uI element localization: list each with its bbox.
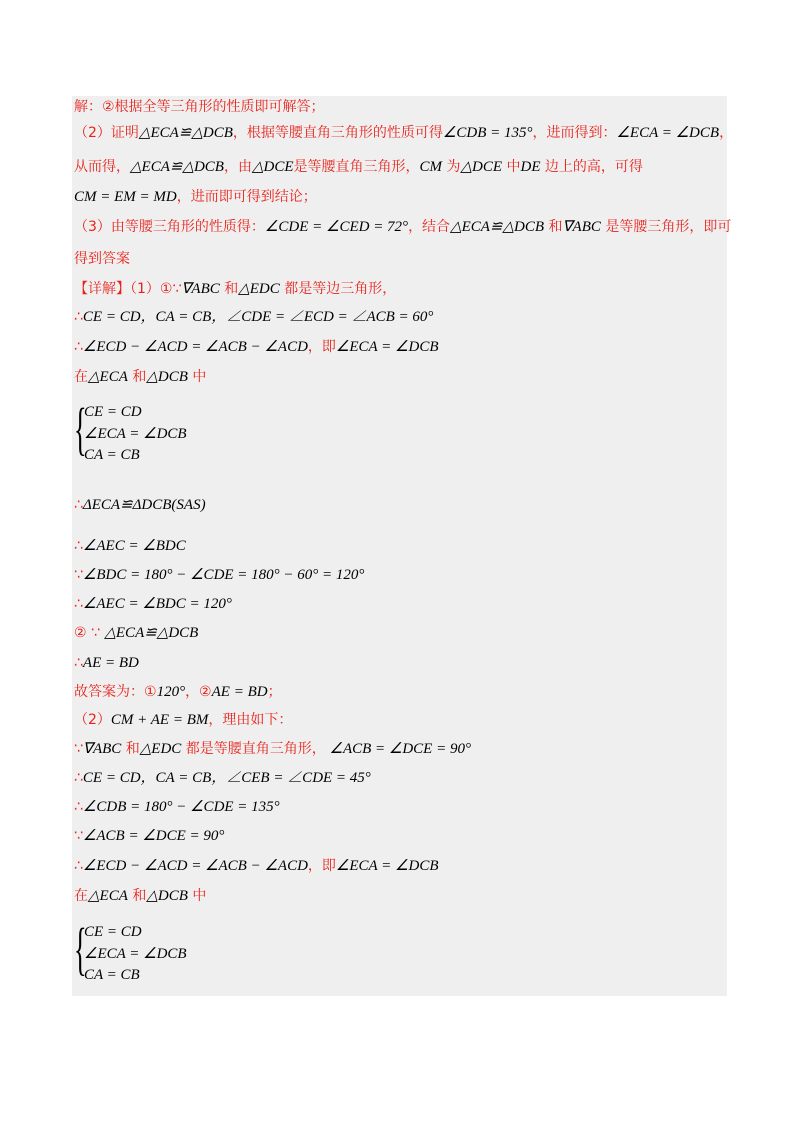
equation-system: [84, 922, 187, 987]
explanation-text: ，即: [307, 339, 336, 355]
explanation-text: 故答案为：①: [74, 684, 157, 700]
math-expression: ∠ECA = ∠DCB: [335, 339, 439, 355]
explanation-text: 为: [442, 159, 461, 175]
explanation-text: 和: [127, 369, 147, 385]
system-row: CA = CB: [84, 967, 140, 983]
math-expression: AE = BD: [211, 684, 268, 700]
explanation-text: ，进而即可得到结论；: [176, 189, 317, 205]
math-expression: AE = BD: [82, 655, 139, 671]
math-expression: CE = CD，CA = CB，∠CDE = ∠ECD = ∠ACB = 60°: [82, 309, 434, 325]
explanation-text: （2）: [74, 712, 111, 728]
explanation-text: ，根据等腰直角三角形的性质可得: [232, 125, 443, 141]
solution-line: [74, 887, 206, 905]
math-expression: △ECA≌△DCB: [104, 625, 199, 641]
math-expression: CM: [419, 159, 443, 175]
explanation-text: 和: [121, 741, 140, 757]
math-expression: △DCE: [251, 159, 294, 175]
solution-line: [74, 683, 282, 701]
explanation-text: 是等腰三角形，即可: [600, 219, 732, 235]
math-expression: △EDC: [139, 741, 182, 757]
solution-line: [74, 98, 325, 116]
explanation-text: 和: [544, 219, 563, 235]
math-expression: CM = EM = MD: [74, 189, 177, 205]
explanation-text: 边上的高，可得: [540, 159, 643, 175]
math-expression: △ECA: [88, 369, 128, 385]
explanation-text: （3）由等腰三角形的性质得：: [74, 219, 265, 235]
explanation-text: 【详解】（1）①∵: [74, 281, 182, 297]
math-expression: CM + AE = BM: [110, 712, 209, 728]
math-expression: ∠ECD − ∠ACD = ∠ACB − ∠ACD: [82, 339, 308, 355]
math-expression: ∠ACB = ∠DCE = 90°: [325, 741, 471, 757]
explanation-text: ，进而得到：: [532, 125, 617, 141]
explanation-text: ∴: [74, 655, 83, 671]
math-expression: △ECA: [88, 888, 128, 904]
math-expression: ∇ABC: [562, 219, 601, 235]
solution-line: [74, 857, 439, 875]
math-expression: ∠CDE = ∠CED = 72°: [264, 219, 409, 235]
math-expression: CE = CD，CA = CB，∠CEB = ∠CDE = 45°: [82, 770, 371, 786]
solution-line: [74, 338, 439, 356]
solution-line: [74, 368, 206, 386]
explanation-text: ∴: [74, 858, 83, 874]
explanation-text: （2）证明: [74, 125, 139, 141]
brace-symbol: {: [74, 396, 87, 461]
math-expression: ∠ACB = ∠DCE = 90°: [82, 828, 225, 844]
explanation-text: ，由: [223, 159, 252, 175]
solution-line: [74, 711, 292, 729]
explanation-text: ∴: [74, 799, 83, 815]
explanation-text: 都是等边三角形，: [279, 281, 397, 297]
system-row: ∠ECA = ∠DCB: [84, 945, 187, 962]
math-expression: △ECA≌△DCB: [450, 219, 545, 235]
solution-line: [74, 769, 371, 787]
explanation-text: 中: [502, 159, 521, 175]
math-expression: △DCB: [146, 888, 188, 904]
math-expression: DE: [520, 159, 541, 175]
solution-line: [74, 566, 364, 584]
math-expression: 120°: [156, 684, 186, 700]
system-row: CE = CD: [84, 924, 142, 940]
explanation-text: ，理由如下：: [208, 712, 293, 728]
math-expression: ∠ECA = ∠DCB: [616, 125, 720, 141]
system-row: CE = CD: [84, 404, 142, 420]
explanation-text: 和: [127, 888, 147, 904]
math-expression: ∇ABC: [181, 281, 220, 297]
math-expression: △DCB: [146, 369, 188, 385]
explanation-text: ∴: [74, 497, 83, 513]
solution-line: [74, 158, 643, 176]
solution-line: [74, 827, 224, 845]
explanation-text: ∵: [74, 567, 83, 583]
solution-line: [74, 496, 206, 514]
solution-line: [74, 740, 471, 758]
explanation-text: ∴: [74, 309, 83, 325]
explanation-text: ∴: [74, 770, 83, 786]
math-expression: ∇ABC: [82, 741, 122, 757]
explanation-text: 中: [187, 369, 207, 385]
solution-line: [74, 218, 731, 236]
explanation-text: ，: [719, 125, 734, 141]
explanation-text: 在: [74, 888, 88, 904]
math-expression: ∠ECA = ∠DCB: [335, 858, 439, 874]
math-expression: ∠ECD − ∠ACD = ∠ACB − ∠ACD: [82, 858, 308, 874]
solution-line: [74, 654, 139, 672]
explanation-text: 得到答案: [74, 251, 130, 267]
math-expression: ∠AEC = ∠BDC = 120°: [82, 596, 232, 612]
explanation-text: ；: [267, 684, 282, 700]
math-expression: △ECA≌△DCB: [138, 125, 233, 141]
explanation-text: ，结合: [408, 219, 451, 235]
solution-line: [74, 280, 396, 298]
explanation-text: 中: [187, 888, 207, 904]
explanation-text: ∴: [74, 596, 83, 612]
explanation-text: ∵: [74, 828, 83, 844]
explanation-text: ∵: [74, 741, 83, 757]
math-expression: ∠BDC = 180° − ∠CDE = 180° − 60° = 120°: [82, 567, 365, 583]
math-expression: ∠CDB = 180° − ∠CDE = 135°: [82, 799, 280, 815]
brace-symbol: {: [74, 916, 87, 981]
explanation-text: 都是等腰直角三角形，: [181, 741, 326, 757]
math-expression: △ECA≌△DCB: [130, 159, 224, 175]
solution-line: [74, 188, 317, 206]
explanation-text: ，即: [307, 858, 336, 874]
solution-line: [74, 308, 433, 326]
solution-line: [74, 124, 733, 142]
system-row: ∠ECA = ∠DCB: [84, 425, 187, 442]
explanation-text: 在: [74, 369, 88, 385]
math-expression: ∠CDB = 135°: [442, 125, 533, 141]
solution-line: [74, 250, 130, 268]
explanation-text: ∴: [74, 339, 83, 355]
system-row: CA = CB: [84, 447, 140, 463]
math-expression: ΔECA≌ΔDCB(SAS): [82, 497, 206, 513]
explanation-text: 和: [219, 281, 239, 297]
solution-line: [74, 798, 280, 816]
equation-system: [84, 402, 187, 467]
solution-line: [74, 624, 198, 642]
solution-line: [74, 537, 186, 555]
explanation-text: ，②: [185, 684, 212, 700]
explanation-text: 是等腰直角三角形，: [293, 159, 420, 175]
explanation-text: 解：②根据全等三角形的性质即可解答；: [74, 99, 325, 115]
explanation-text: ② ∵: [74, 625, 105, 641]
solution-line: [74, 595, 232, 613]
math-expression: ∠AEC = ∠BDC: [82, 538, 186, 554]
explanation-text: 从而得，: [74, 159, 130, 175]
math-expression: △DCE: [460, 159, 503, 175]
math-expression: △EDC: [238, 281, 280, 297]
explanation-text: ∴: [74, 538, 83, 554]
